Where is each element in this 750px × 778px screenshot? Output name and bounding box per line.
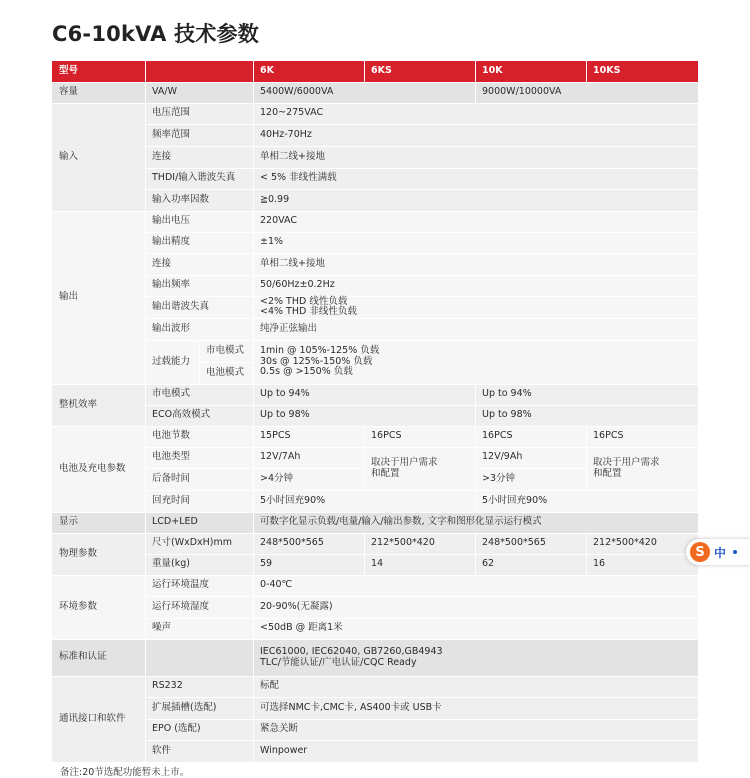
group-standards: 标准和认证 <box>59 651 107 663</box>
battery-recharge-10k: 5小时回充90% <box>482 494 548 506</box>
input-value: 120~275VAC <box>260 107 324 119</box>
environment-label: 噪声 <box>152 622 172 634</box>
group-environment: 环境参数 <box>59 600 98 612</box>
header-model: 型号 <box>59 65 79 77</box>
environment-label: 运行环境温度 <box>152 579 210 591</box>
overload-battery-mode: 电池模式 <box>206 366 245 378</box>
input-value: 40Hz-70Hz <box>260 128 312 140</box>
size-label: 尺寸(WxDxH)mm <box>152 537 233 549</box>
size-6ks: 212*500*420 <box>371 537 435 549</box>
group-comm: 通讯接口和软件 <box>59 712 126 724</box>
output-label: 输出电压 <box>152 215 191 227</box>
battery-recharge-6k: 5小时回充90% <box>260 494 326 506</box>
environment-value: 20-90%(无凝露) <box>260 600 333 612</box>
standards-value: IEC61000, IEC62040, GB7260,GB4943 TLC/节能认证/广电认证/CQC Ready <box>260 646 443 668</box>
comm-value: 标配 <box>260 680 280 692</box>
efficiency-value-6k: Up to 98% <box>260 409 310 421</box>
group-capacity: 容量 <box>59 86 79 98</box>
weight-10ks: 16 <box>593 558 606 570</box>
output-label: 输出波形 <box>152 322 191 334</box>
ime-punctuation-icon[interactable] <box>733 550 737 554</box>
header-10ks: 10KS <box>593 65 621 77</box>
group-display: 显示 <box>59 516 79 528</box>
efficiency-value-10k: Up to 94% <box>482 388 532 400</box>
efficiency-value-6k: Up to 94% <box>260 388 310 400</box>
input-label: 电压范围 <box>152 107 191 119</box>
input-label: 输入功率因数 <box>152 193 210 205</box>
capacity-6k: 5400W/6000VA <box>260 86 334 98</box>
output-label: 连接 <box>152 257 172 269</box>
battery-backup-6k: >4分钟 <box>260 472 294 484</box>
battery-user-config-10ks: 取决于用户需求 和配置 <box>593 457 660 479</box>
group-physical: 物理参数 <box>59 547 98 559</box>
header-10k: 10K <box>482 65 503 77</box>
battery-backup-10k: >3分钟 <box>482 472 516 484</box>
battery-count-label: 电池节数 <box>152 430 191 442</box>
footnote: 备注:20节选配功能暂未上市。 <box>60 767 190 778</box>
ime-toolbar[interactable] <box>686 539 750 565</box>
environment-value: 0-40℃ <box>260 579 293 591</box>
ime-logo-icon[interactable]: S <box>690 542 710 562</box>
input-label: 频率范围 <box>152 128 191 140</box>
capacity-10k: 9000W/10000VA <box>482 86 562 98</box>
output-value: 220VAC <box>260 215 297 227</box>
group-efficiency: 整机效率 <box>59 398 98 410</box>
efficiency-label: ECO高效模式 <box>152 409 211 421</box>
output-label: 输出精度 <box>152 236 191 248</box>
battery-type-label: 电池类型 <box>152 451 191 463</box>
battery-backup-label: 后备时间 <box>152 472 191 484</box>
battery-count-6ks: 16PCS <box>371 430 402 442</box>
weight-6ks: 14 <box>371 558 384 570</box>
group-battery: 电池及充电参数 <box>59 462 126 474</box>
overload-label: 过载能力 <box>152 355 191 367</box>
overload-mains-mode: 市电模式 <box>206 344 245 356</box>
output-value: 50/60Hz±0.2Hz <box>260 279 335 291</box>
output-value: 单相二线+接地 <box>260 257 325 269</box>
comm-value: 紧急关断 <box>260 723 299 735</box>
size-6k: 248*500*565 <box>260 537 324 549</box>
overload-value: 1min @ 105%-125% 负载 30s @ 125%-150% 负载 0.5s @ >150% 负载 <box>260 345 380 378</box>
comm-label: 扩展插槽(选配) <box>152 701 217 713</box>
comm-label: 软件 <box>152 744 172 756</box>
weight-6k: 59 <box>260 558 273 570</box>
header-6ks: 6KS <box>371 65 392 77</box>
comm-value: Winpower <box>260 744 308 756</box>
battery-user-config-6ks: 取决于用户需求 和配置 <box>371 457 438 479</box>
battery-count-10k: 16PCS <box>482 430 513 442</box>
battery-type-6k: 12V/7Ah <box>260 451 301 463</box>
output-value: ±1% <box>260 236 284 248</box>
group-output: 输出 <box>59 291 79 303</box>
efficiency-label: 市电模式 <box>152 388 191 400</box>
output-value: <2% THD 线性负载 <4% THD 非线性负载 <box>260 295 357 317</box>
battery-count-6k: 15PCS <box>260 430 291 442</box>
input-label: THDI/输入谐波失真 <box>152 172 236 184</box>
group-input: 输入 <box>59 150 79 162</box>
output-label: 输出谐波失真 <box>152 300 210 312</box>
weight-label: 重量(kg) <box>152 558 190 570</box>
ime-language-toggle[interactable]: 中 <box>714 546 727 560</box>
input-label: 连接 <box>152 150 172 162</box>
capacity-unit: VA/W <box>152 86 177 98</box>
battery-type-10k: 12V/9Ah <box>482 451 523 463</box>
comm-label: EPO (选配) <box>152 723 201 735</box>
size-10k: 248*500*565 <box>482 537 546 549</box>
comm-value: 可选择NMC卡,CMC卡, AS400卡或 USB卡 <box>260 701 442 713</box>
display-value: 可数字化显示负载/电量/输入/输出参数, 文字和图形化显示运行模式 <box>260 516 542 528</box>
size-10ks: 212*500*420 <box>593 537 657 549</box>
output-value: 纯净正弦输出 <box>260 322 318 334</box>
environment-value: <50dB @ 距离1米 <box>260 622 343 634</box>
header-6k: 6K <box>260 65 274 77</box>
efficiency-value-10k: Up to 98% <box>482 409 532 421</box>
battery-count-10ks: 16PCS <box>593 430 624 442</box>
display-label: LCD+LED <box>152 516 198 528</box>
input-value: 单相二线+接地 <box>260 150 325 162</box>
output-label: 输出频率 <box>152 279 191 291</box>
input-value: < 5% 非线性满载 <box>260 172 337 184</box>
environment-label: 运行环境湿度 <box>152 600 210 612</box>
input-value: ≧0.99 <box>260 193 290 205</box>
battery-recharge-label: 回充时间 <box>152 494 191 506</box>
comm-label: RS232 <box>152 680 183 692</box>
page-title: C6-10kVA 技术参数 <box>52 22 259 46</box>
weight-10k: 62 <box>482 558 495 570</box>
